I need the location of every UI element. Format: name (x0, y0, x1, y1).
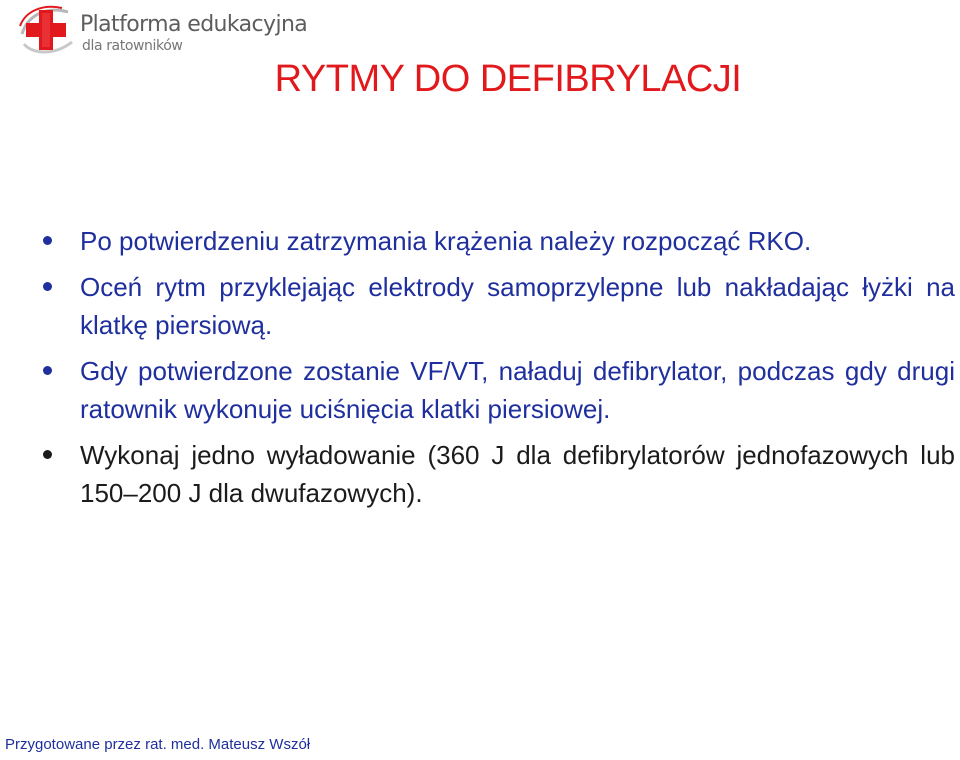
slide-title: RYTMY DO DEFIBRYLACJI (274, 58, 742, 100)
bullet-text: Gdy potwierdzone zostanie VF/VT, naładuj defibrylator, podczas gdy drugi ratownik wykonuje uciśnięcia klatki piersiowej. (80, 356, 955, 424)
bullet-text: Oceń rytm przyklejając elektrody samoprzylepne lub nakładając łyżki na klatkę piersiową. (80, 272, 955, 340)
bullet-text: Po potwierdzeniu zatrzymania krążenia należy rozpocząć RKO. (80, 226, 812, 256)
bullet-item (40, 436, 955, 512)
logo-subtitle: dla ratowników (82, 38, 183, 54)
bullet-dot-icon (43, 450, 52, 459)
footer-credit: Przygotowane przez rat. med. Mateusz Wszół (5, 736, 311, 753)
bullet-dot-icon (43, 282, 52, 291)
logo-title: Platforma edukacyjna (80, 12, 308, 37)
bullet-dot-icon (43, 236, 52, 245)
bullet-item (40, 222, 955, 260)
bullet-dot-icon (43, 366, 52, 375)
bullet-item (40, 352, 955, 428)
platform-logo (18, 4, 308, 56)
bullet-item (40, 268, 955, 344)
bullet-text: Wykonaj jedno wyładowanie (360 J dla defibrylatorów jednofazowych lub 150–200 J dla dwufazowych). (80, 440, 955, 508)
footer (0, 732, 960, 760)
bullet-list (40, 222, 955, 520)
red-cross-logo-icon (18, 4, 76, 56)
